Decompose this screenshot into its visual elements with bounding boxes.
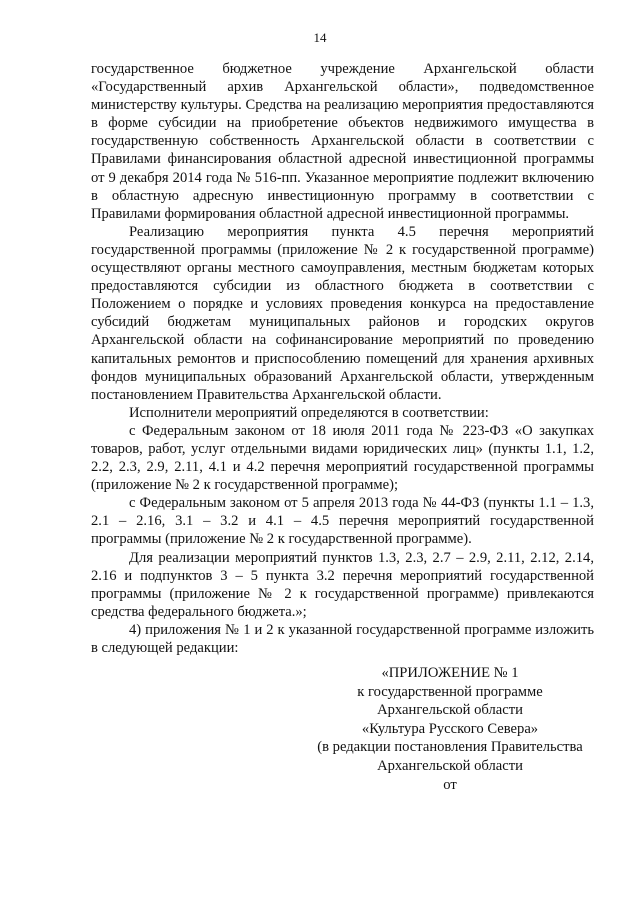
- appendix-title: «ПРИЛОЖЕНИЕ № 1: [381, 665, 519, 681]
- body-text: [91, 60, 594, 657]
- appendix-line: к государственной программе: [357, 683, 543, 700]
- appendix-line: от: [443, 776, 457, 793]
- appendix-header: [300, 664, 600, 794]
- paragraph-2: Реализацию мероприятия пункта 4.5 перечня мероприятий государственной программы (приложение № 2 к государственной программе) осуществляют органы местного самоуправления, местным бюджетам которых предоставляются субсидии из областного бюджета в соответствии с Положением о порядке и условиях проведения конкурса на предоставление субсидий бюджетам муниципальных районов и городских округов Архангельской области на софинансирование мероприятий по проведению капитальных ремонтов и приспособлению помещений для хранения архивных фондов муниципальных образований Архангельской области, утвержденным постановлением Правительства Архангельской области.: [91, 223, 594, 403]
- paragraph-3: Исполнители мероприятий определяются в соответствии:: [129, 404, 489, 421]
- page-number: 14: [313, 30, 327, 45]
- paragraph-4: с Федеральным законом от 18 июля 2011 года № 223-ФЗ «О закупках товаров, работ, услуг отдельными видами юридических лиц» (пункты 1.1, 1.2, 2.2, 2.3, 2.9, 2.11, 4.1 и 4.2 перечня мероприятий государственной программы (приложение № 2 к государственной программе);: [91, 422, 594, 494]
- appendix-line: Архангельской области: [377, 702, 523, 719]
- paragraph-7: 4) приложения № 1 и 2 к указанной государственной программе изложить в следующей редакции:: [91, 621, 594, 656]
- paragraph-1: государственное бюджетное учреждение Архангельской области «Государственный архив Архангельской области», подведомственное министерству культуры. Средства на реализацию мероприятия предоставляются в форме субсидии на приобретение объектов недвижимого имущества в государственную собственность Архангельской области в соответствии с Правилами финансирования областной адресной инвестиционной программы от 9 декабря 2014 года № 516-пп. Указанное мероприятие подлежит включению в областную адресную инвестиционную программу в соответствии с Правилами формирования областной адресной инвестиционной программы.: [91, 61, 594, 222]
- paragraph-5: с Федеральным законом от 5 апреля 2013 года № 44-ФЗ (пункты 1.1 – 1.3, 2.1 – 2.16, 3.1 – 3.2 и 4.1 – 4.5 перечня мероприятий государственной программы (приложение № 2 к государственной программе).: [91, 495, 594, 548]
- appendix-line: «Культура Русского Севера»: [361, 720, 539, 737]
- appendix-line: (в редакции постановления Правительства: [317, 739, 583, 756]
- paragraph-6: Для реализации мероприятий пунктов 1.3, 2.3, 2.7 – 2.9, 2.11, 2.12, 2.14, 2.16 и подпунктов 3 – 5 пункта 3.2 перечня мероприятий государственной программы (приложение № 2 к государственной программе) привлекаются средства федерального бюджета.»;: [91, 549, 594, 620]
- appendix-line: Архангельской области: [377, 757, 523, 774]
